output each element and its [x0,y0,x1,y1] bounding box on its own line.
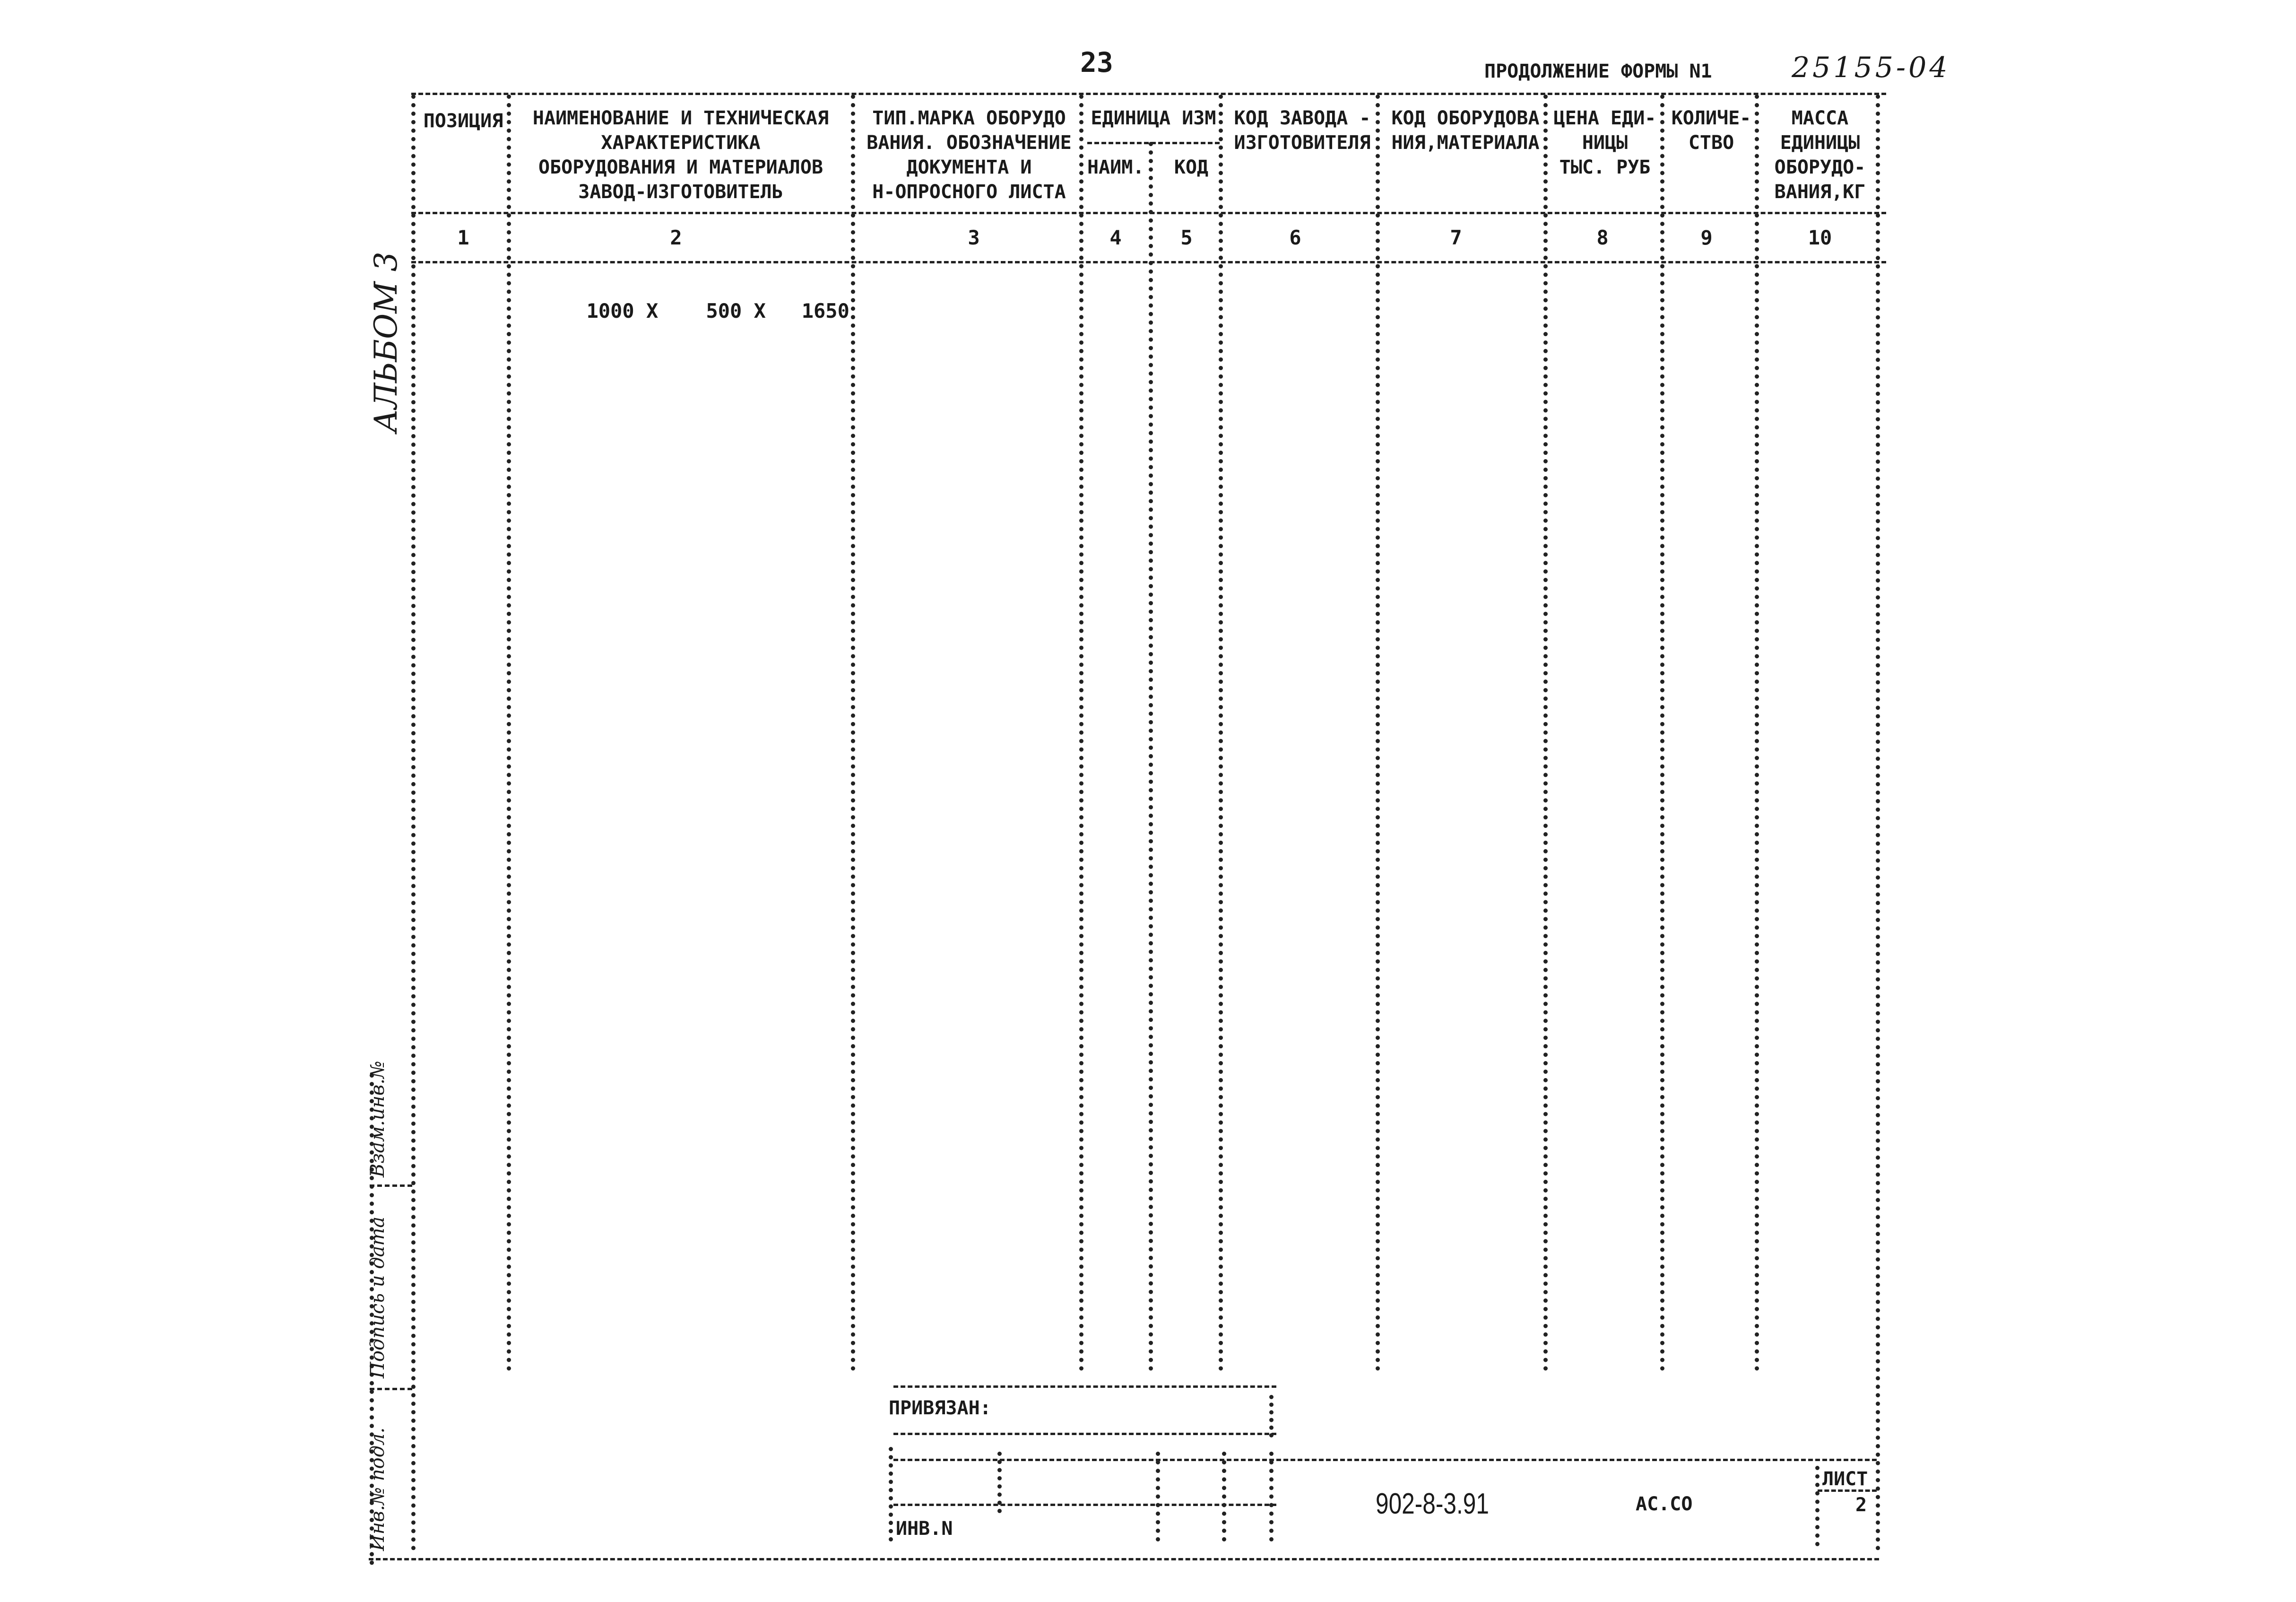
table-row [563,276,849,322]
handwritten-code: 25155-04 [1792,51,1950,84]
header-col-1 [416,109,511,133]
header-col-5 [1158,155,1224,180]
column-number: 2 [670,226,682,249]
stamp-top-rule [893,1385,1276,1388]
column-number: 9 [1700,226,1713,249]
column-separator [1543,95,1548,1371]
header-col-3 [856,106,1083,204]
column-separator [1755,95,1759,1371]
column-separator [1876,95,1880,1551]
sheet-number: 2 [1855,1494,1867,1516]
header-line: ОБОРУДОВАНИЯ И МАТЕРИАЛОВ [538,157,823,178]
header-col-7 [1385,106,1546,155]
column-number: 10 [1808,226,1832,249]
column-separator [411,95,416,1551]
page-number: 23 [1080,46,1113,78]
bound-label: ПРИВЯЗАН: [889,1397,991,1419]
doc-code: АС.СО [1636,1493,1693,1515]
header-line: КОД ЗАВОДА - [1234,107,1371,129]
album-label: АЛЬБОМ 3 [368,252,404,433]
stamp-rule [893,1504,1276,1506]
header-line: ВАНИЯ. ОБОЗНАЧЕНИЕ [866,132,1072,154]
header-line: ВАНИЯ,КГ [1774,181,1866,203]
doc-number: 902-8-3.91 [1376,1488,1489,1520]
stamp-separator [1269,1452,1274,1541]
column-separator [1376,95,1380,1371]
side-label-replace-inv: Взам.инв.№ [367,1061,389,1177]
header-line: КОЛИЧЕ- [1671,107,1751,129]
stamp-separator [1156,1452,1160,1541]
column-separator [507,95,511,1371]
header-line: КОД [1174,157,1209,178]
column-number: 3 [968,226,980,249]
page-bottom-rule [369,1558,1879,1560]
header-line: ТИП.МАРКА ОБОРУДО [872,107,1066,129]
item-dimensions: 1000 X 500 X 1650 [586,299,849,322]
header-line: КОД ОБОРУДОВА [1391,107,1540,129]
side-label-sign-date: Подпись и дата [367,1216,389,1378]
column-separator [1660,95,1664,1371]
header-line: НИЦЫ [1582,132,1628,154]
column-number: 6 [1289,226,1301,249]
sheet-label: ЛИСТ [1822,1468,1868,1490]
header-line: ЕДИНИЦА ИЗМ [1091,107,1216,129]
stamp-rule [893,1433,1276,1435]
header-col-9 [1664,106,1759,155]
stamp-separator [1815,1466,1819,1546]
header-line: ИЗГОТОВИТЕЛЯ [1234,132,1371,154]
column-number: 4 [1109,226,1122,249]
column-number: 5 [1180,226,1193,249]
header-line: НИЯ,МАТЕРИАЛА [1391,132,1540,154]
header-col-6 [1224,106,1380,155]
header-line: ХАРАКТЕРИСТИКА [601,132,761,154]
inv-label: ИНВ.N [896,1518,953,1540]
header-line: НАИМЕНОВАНИЕ И ТЕХНИЧЕСКАЯ [532,107,829,129]
stamp-separator [997,1452,1002,1513]
column-number: 1 [457,226,469,249]
column-separator [851,95,855,1371]
header-line: ДОКУМЕНТА И [906,157,1032,178]
unit-subheader-rule [1087,142,1220,144]
header-line: Н-ОПРОСНОГО ЛИСТА [872,181,1066,203]
header-line: ЕДИНИЦЫ [1780,132,1860,154]
header-line: МАССА [1791,107,1849,129]
stamp-separator [889,1447,893,1541]
continuation-title: ПРОДОЛЖЕНИЕ ФОРМЫ N1 [1484,61,1712,82]
header-line: ЗАВОД-ИЗГОТОВИТЕЛЬ [578,181,783,203]
table-top-rule [411,93,1886,95]
stamp-separator [1222,1452,1226,1541]
side-label-inv-orig: Инв.№ подл. [367,1427,389,1551]
column-number: 8 [1596,226,1609,249]
header-line: НАИМ. [1087,157,1144,178]
header-line: ОБОРУДО- [1774,157,1866,178]
header-line: ЦЕНА ЕДИ- [1553,107,1656,129]
column-separator [1079,95,1083,1371]
header-col-8 [1548,106,1662,180]
column-number: 7 [1450,226,1462,249]
column-separator [1219,95,1223,1371]
header-col-10 [1761,106,1879,204]
stamp-rule [893,1459,1877,1461]
header-col-2 [520,106,841,204]
side-stamp-divider [370,1184,412,1187]
header-line: ПОЗИЦИЯ [423,110,503,132]
side-stamp-divider [370,1388,412,1390]
stamp-separator [1269,1395,1274,1437]
sheet-divider [1818,1489,1877,1492]
header-line: ТЫС. РУБ [1559,157,1651,178]
column-separator [1149,142,1153,1371]
header-line: СТВО [1688,132,1734,154]
